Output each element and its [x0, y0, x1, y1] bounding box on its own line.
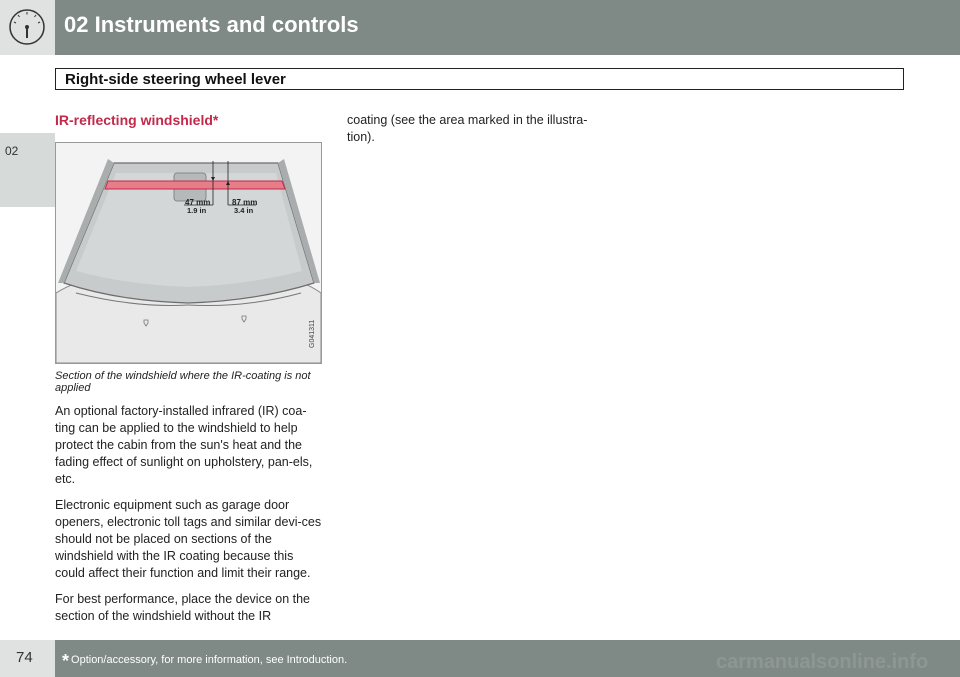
page-number-box	[0, 640, 55, 677]
chapter-title: 02 Instruments and controls	[64, 12, 359, 37]
section-title: Right-side steering wheel lever	[65, 71, 286, 88]
section-title-bar	[55, 68, 904, 90]
chapter-side-tab	[0, 133, 55, 207]
figure-code: G041311	[309, 319, 316, 348]
page-number: 74	[16, 649, 33, 666]
paragraph-continued: coating (see the area marked in the illustra-tion).	[347, 113, 588, 144]
measure-a-mm: 47 mm	[185, 198, 211, 207]
section-heading: IR-reflecting windshield*	[55, 112, 219, 128]
paragraph-2: Electronic equipment such as garage door openers, electronic toll tags and similar devi-ces should not be placed on sections of the windshield with the IR coating because this could affect their function and limit their range.	[55, 498, 322, 580]
chapter-tab-label: 02	[5, 144, 19, 158]
gauge-icon-box	[0, 0, 55, 55]
measure-b-mm: 87 mm	[232, 198, 258, 207]
windshield-drawing	[56, 143, 321, 363]
left-column	[55, 112, 322, 634]
paragraph-1: An optional factory-installed infrared (IR) coa-ting can be applied to the windshield to help protect the cabin from the sun's heat and the fading effect of sunlight on upholstery, pan-els, etc.	[55, 404, 313, 486]
paragraph-3: For best performance, place the device on the section of the windshield without the IR	[55, 592, 311, 623]
footnote-star: *	[62, 651, 70, 671]
gauge-icon	[0, 0, 55, 55]
footnote-text: Option/accessory, for more information, see Introduction.	[71, 654, 348, 666]
windshield-illustration	[55, 142, 322, 364]
page-header	[0, 0, 960, 55]
right-column	[347, 112, 609, 155]
watermark: carmanualsonline.info	[716, 651, 929, 673]
measure-b-in: 3.4 in	[234, 206, 254, 215]
footnote	[62, 651, 347, 672]
figure-caption: Section of the windshield where the IR-coating is not applied	[55, 370, 311, 394]
measure-a-in: 1.9 in	[187, 206, 207, 215]
